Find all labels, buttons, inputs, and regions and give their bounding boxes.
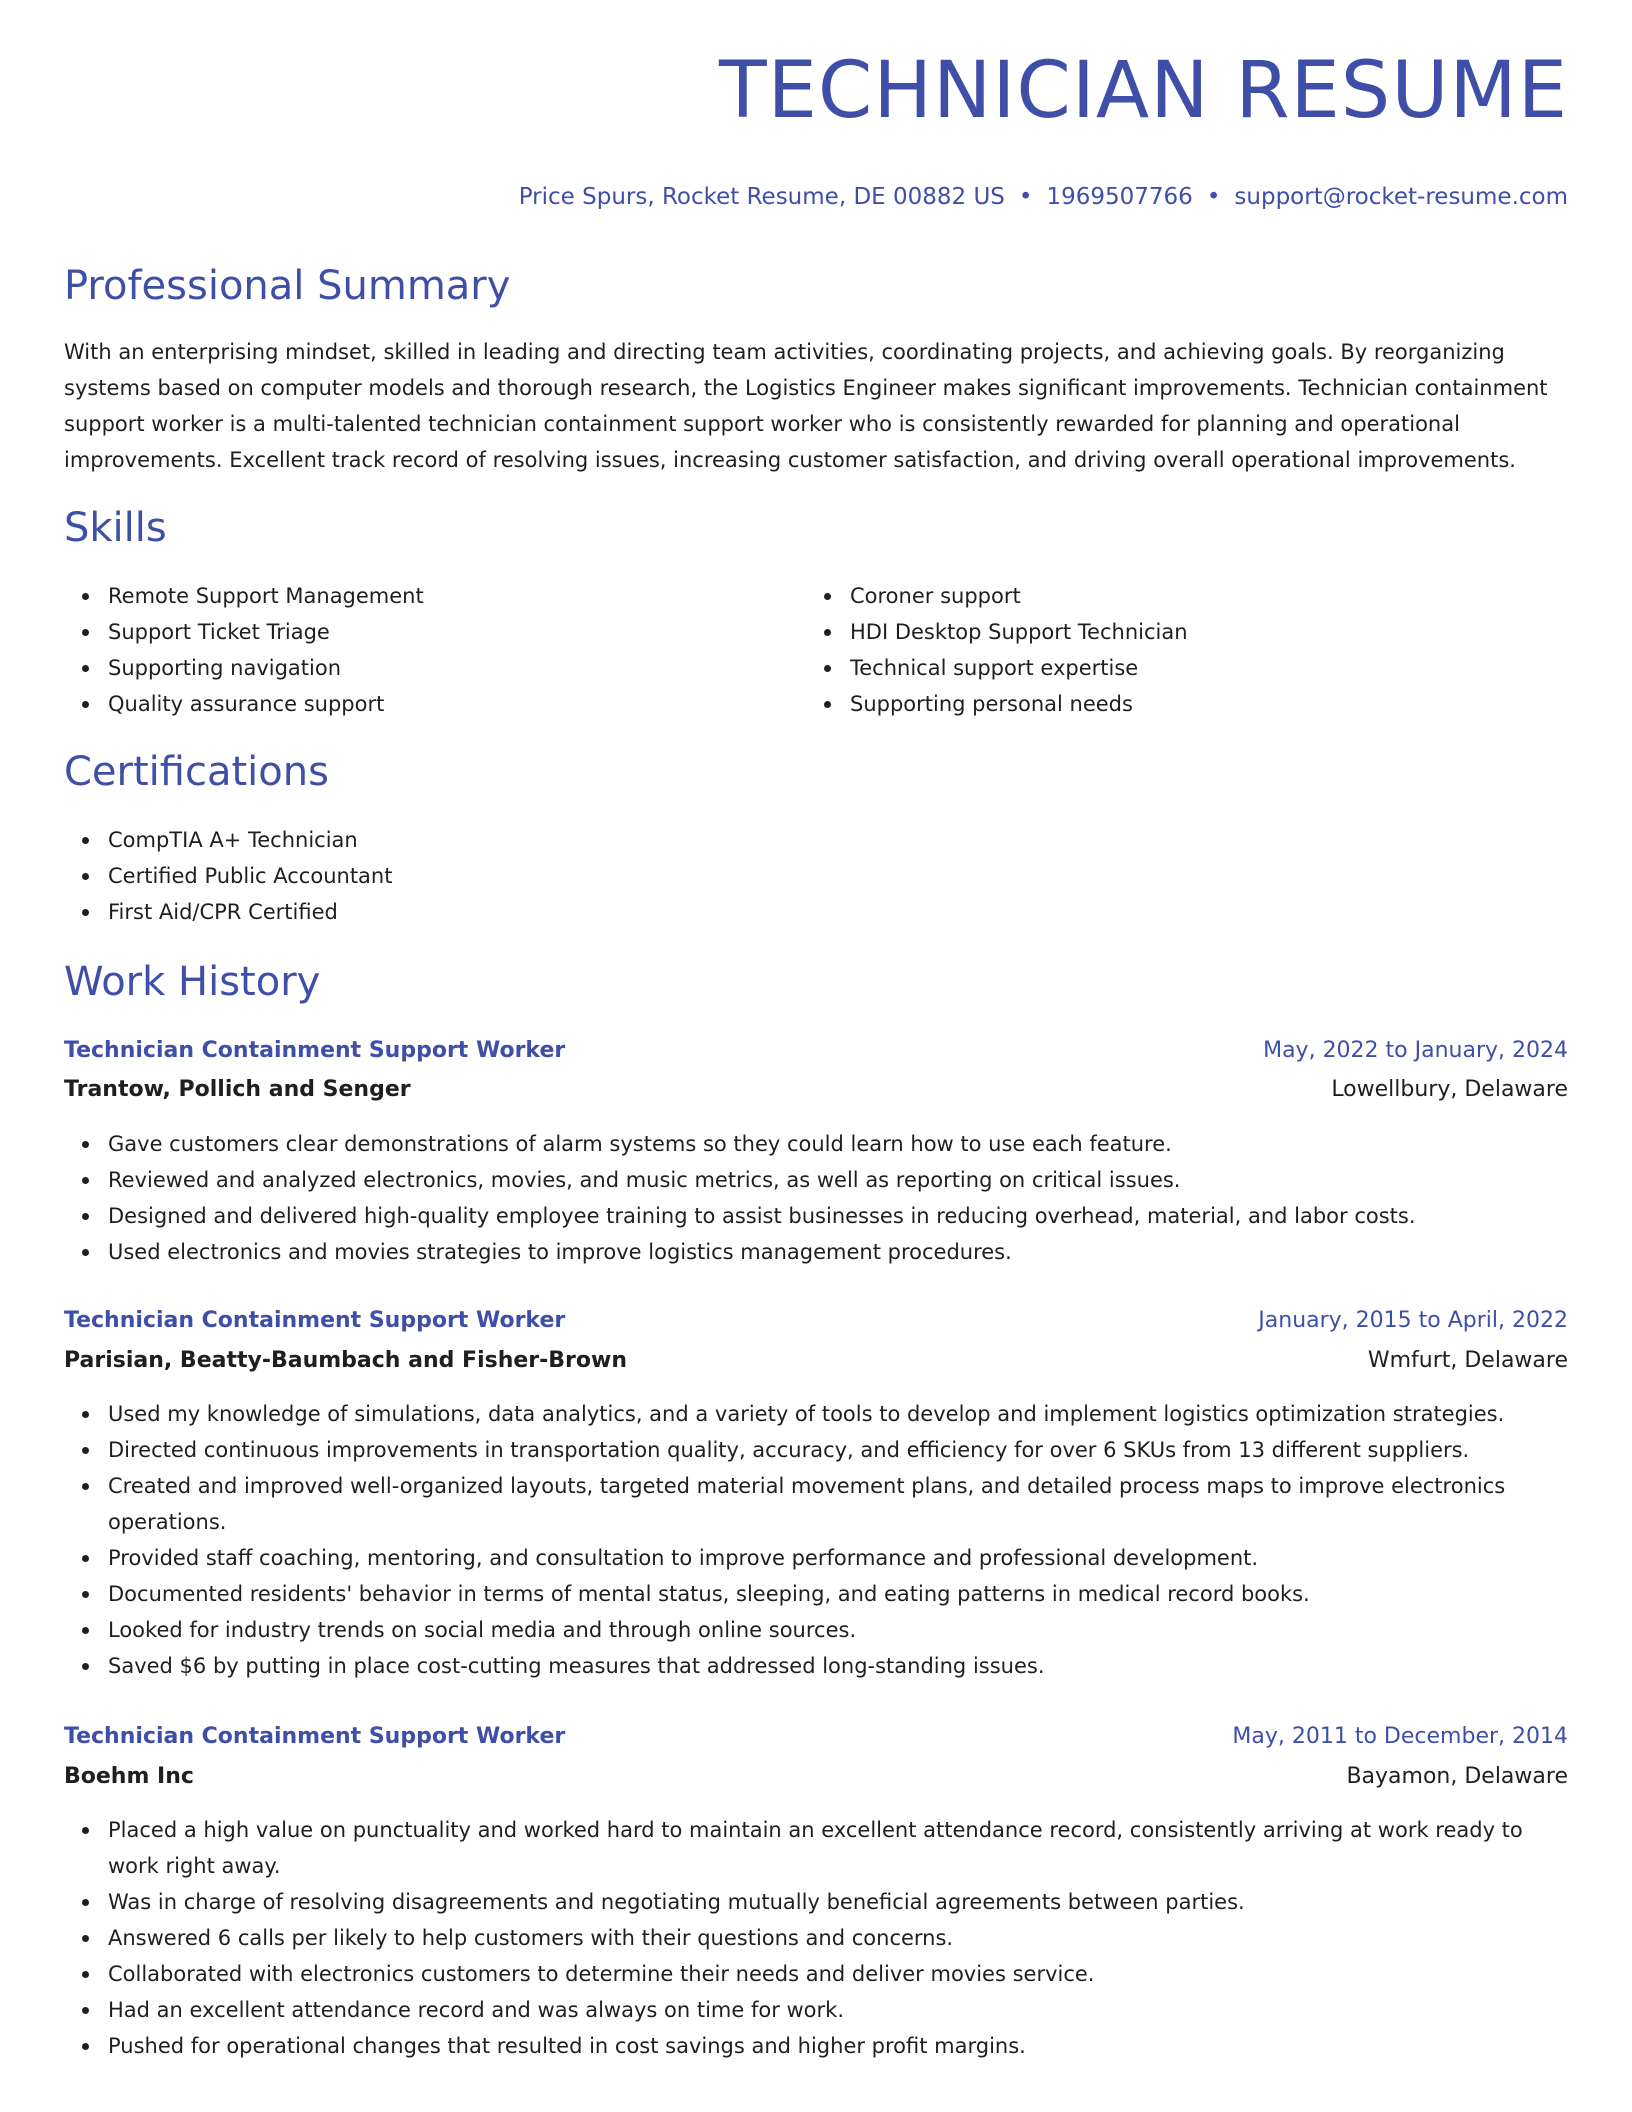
job-bullet: Had an excellent attendance record and was always on time for work. xyxy=(108,1992,1568,2028)
job-company: Trantow, Pollich and Senger xyxy=(64,1077,411,1102)
job-bullet: Provided staff coaching, mentoring, and consultation to improve performance and professional development. xyxy=(108,1540,1568,1576)
job-bullet: Used my knowledge of simulations, data analytics, and a variety of tools to develop and implement logistics optimization strategies. xyxy=(108,1396,1568,1432)
skills-heading: Skills xyxy=(64,505,167,551)
certification-item: Certified Public Accountant xyxy=(108,858,1568,894)
skills-list-right xyxy=(806,578,1550,722)
job-bullet: Saved $6 by putting in place cost-cutting measures that addressed long-standing issues. xyxy=(108,1648,1568,1684)
job-bullet: Looked for industry trends on social media and through online sources. xyxy=(108,1612,1568,1648)
contact-separator: • xyxy=(1206,184,1221,210)
certifications-list xyxy=(64,822,1568,930)
job-bullet: Designed and delivered high-quality employee training to assist businesses in reducing overhead, material, and labor costs. xyxy=(108,1198,1568,1234)
job-bullet: Reviewed and analyzed electronics, movies, and music metrics, as well as reporting on critical issues. xyxy=(108,1162,1568,1198)
job-bullet: Used electronics and movies strategies to improve logistics management procedures. xyxy=(108,1234,1568,1270)
job-bullet: Pushed for operational changes that resulted in cost savings and higher profit margins. xyxy=(108,2028,1568,2064)
job-company: Parisian, Beatty-Baumbach and Fisher-Brown xyxy=(64,1348,627,1373)
certifications-heading: Certifications xyxy=(64,749,329,795)
skill-item: Support Ticket Triage xyxy=(108,614,808,650)
skill-item: Quality assurance support xyxy=(108,686,808,722)
job-bullet: Documented residents' behavior in terms of mental status, sleeping, and eating patterns in medical record books. xyxy=(108,1576,1568,1612)
job-bullet: Created and improved well-organized layouts, targeted material movement plans, and detailed process maps to improve electronics operations. xyxy=(108,1468,1568,1540)
skill-item: Coroner support xyxy=(850,578,1550,614)
job-title: Technician Containment Support Worker xyxy=(64,1308,566,1333)
job-bullets xyxy=(64,1126,1568,1270)
skill-item: Supporting personal needs xyxy=(850,686,1550,722)
contact-email: support@rocket-resume.com xyxy=(1234,184,1568,210)
job-location: Wmfurt, Delaware xyxy=(1367,1348,1568,1373)
job-dates: May, 2022 to January, 2024 xyxy=(1263,1038,1568,1063)
job-title: Technician Containment Support Worker xyxy=(64,1724,566,1749)
contact-phone: 1969507766 xyxy=(1046,184,1193,210)
work-history-heading: Work History xyxy=(64,959,321,1005)
job-company: Boehm Inc xyxy=(64,1764,194,1789)
job-bullet: Placed a high value on punctuality and worked hard to maintain an excellent attendance record, consistently arriving at work ready to work right away. xyxy=(108,1812,1568,1884)
job-bullets xyxy=(64,1812,1568,2064)
contact-line xyxy=(519,182,1568,212)
job-title: Technician Containment Support Worker xyxy=(64,1038,566,1063)
contact-address: Price Spurs, Rocket Resume, DE 00882 US xyxy=(518,184,1005,210)
job-dates: May, 2011 to December, 2014 xyxy=(1232,1724,1568,1749)
summary-text: With an enterprising mindset, skilled in leading and directing team activities, coordinating projects, and achieving goals. By reorganizing systems based on computer models and thorough research, the Logistics Engineer makes significant improvements. Technician containment support worker is a multi-talented technician containment support worker who is consistently rewarded for planning and operational improvements. Excellent track record of resolving issues, increasing customer satisfaction, and driving overall operational improvements. xyxy=(64,340,1548,472)
skill-item: HDI Desktop Support Technician xyxy=(850,614,1550,650)
job-bullet: Was in charge of resolving disagreements and negotiating mutually beneficial agreements between parties. xyxy=(108,1884,1568,1920)
skill-item: Supporting navigation xyxy=(108,650,808,686)
skills-list-left xyxy=(64,578,808,722)
job-location: Bayamon, Delaware xyxy=(1346,1764,1568,1789)
job-bullet: Answered 6 calls per likely to help customers with their questions and concerns. xyxy=(108,1920,1568,1956)
job-bullets xyxy=(64,1396,1568,1684)
certification-item: CompTIA A+ Technician xyxy=(108,822,1568,858)
job-bullet: Collaborated with electronics customers to determine their needs and deliver movies service. xyxy=(108,1956,1568,1992)
job-bullet: Gave customers clear demonstrations of alarm systems so they could learn how to use each feature. xyxy=(108,1126,1568,1162)
skill-item: Remote Support Management xyxy=(108,578,808,614)
certification-item: First Aid/CPR Certified xyxy=(108,894,1568,930)
contact-separator: • xyxy=(1018,184,1033,210)
resume-title: TECHNICIAN RESUME xyxy=(718,46,1568,136)
skill-item: Technical support expertise xyxy=(850,650,1550,686)
job-location: Lowellbury, Delaware xyxy=(1331,1077,1568,1102)
job-bullet: Directed continuous improvements in transportation quality, accuracy, and efficiency for over 6 SKUs from 13 different suppliers. xyxy=(108,1432,1568,1468)
summary-heading: Professional Summary xyxy=(64,263,511,309)
job-dates: January, 2015 to April, 2022 xyxy=(1258,1308,1568,1333)
